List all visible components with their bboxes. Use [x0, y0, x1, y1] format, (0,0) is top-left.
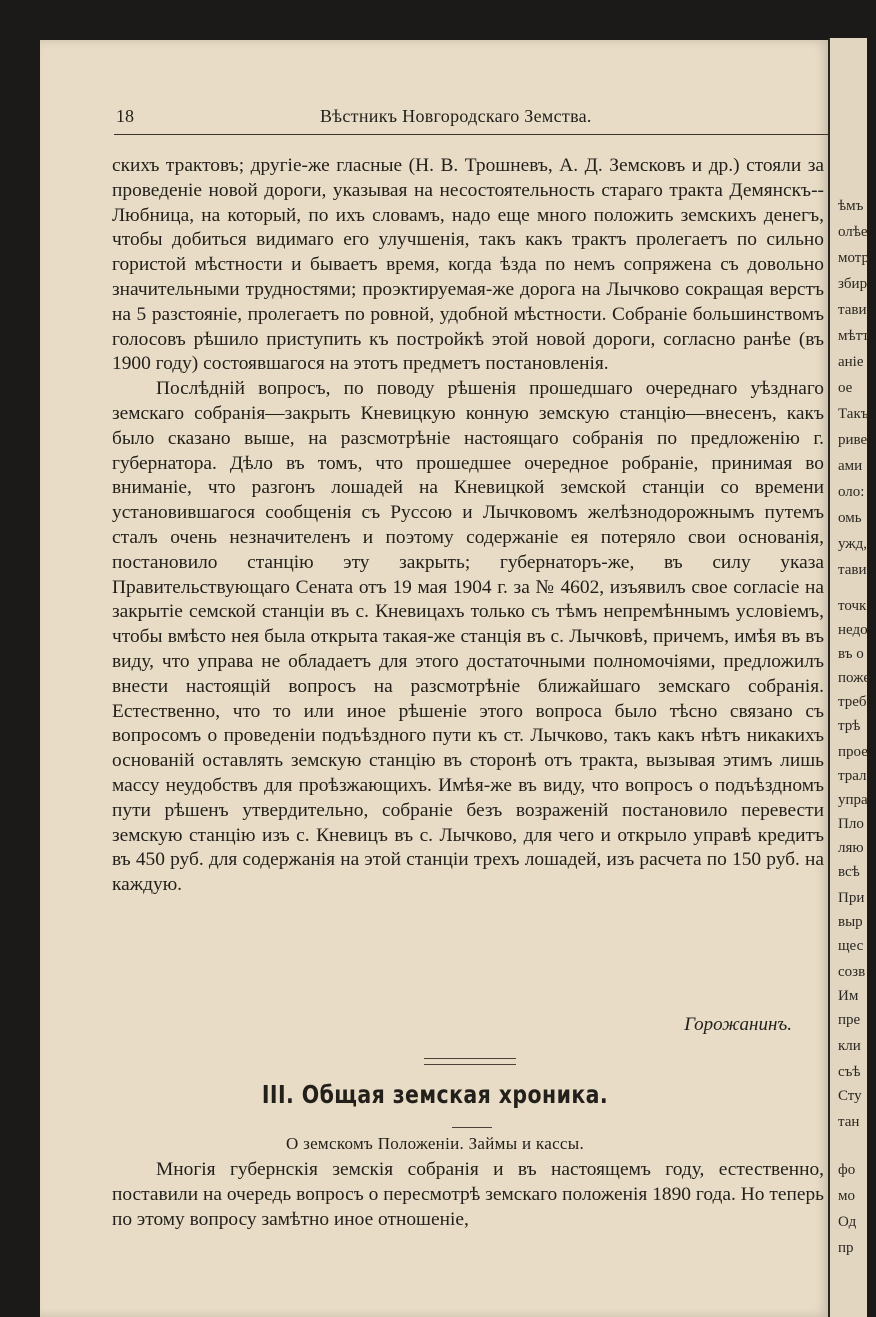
header-rule	[114, 134, 830, 135]
adjacent-page-fragment: тави	[838, 302, 867, 318]
author-signature: Горожанинъ.	[684, 1014, 792, 1035]
adjacent-page-edge	[828, 38, 870, 1317]
adjacent-page-fragment: Сту	[838, 1088, 862, 1104]
page-number: 18	[116, 106, 134, 126]
adjacent-page-fragment: Такъ	[838, 406, 869, 422]
adjacent-page-fragment: трѣ	[838, 718, 861, 734]
adjacent-page-fragment: въ о	[838, 646, 864, 662]
adjacent-page-fragment: пре	[838, 1012, 861, 1028]
adjacent-page-fragment: съѣ	[838, 1064, 861, 1080]
adjacent-page-fragment: всѣ	[838, 864, 860, 880]
adjacent-page-fragment: щес	[838, 938, 864, 954]
adjacent-page-fragment: выр	[838, 914, 863, 930]
adjacent-page-fragment: Им	[838, 988, 859, 1004]
adjacent-page-fragment: ужд,	[838, 536, 868, 552]
adjacent-page-fragment: ляю	[838, 840, 864, 856]
adjacent-page-fragment: Од	[838, 1214, 857, 1230]
adjacent-page-fragment: прое	[838, 744, 868, 760]
adjacent-page-fragment: ѣмъ	[838, 198, 864, 214]
adjacent-page-fragment: мѣтт	[838, 328, 869, 344]
adjacent-page-fragment: кли	[838, 1038, 861, 1054]
adjacent-page-fragment: мо	[838, 1188, 855, 1204]
adjacent-page-fragment: мотр	[838, 250, 870, 266]
adjacent-page-fragment: ами	[838, 458, 863, 474]
adjacent-page-fragment: точк	[838, 598, 867, 614]
paragraph: скихъ трактовъ; другіе-же гласные (Н. В. Трошневъ, А. Д. Земсковъ и др.) стояли за проведеніе новой дороги, указывая на несостоятельность стараго тракта Демянскъ--Любница, на который, по ихъ словамъ, надо еще много положить земскихъ денегъ, чтобы добиться видимаго его улучшенія, такъ какъ трактъ пролегаетъ по сильно гористой мѣстности и бываетъ время, когда ѣзда по немъ сопряжена съ довольно значительными трудностями; проэктируемая-же дорога на Лычково сокращая верстъ на 5 разстояніе, пролегаетъ по ровной, удобной мѣстности. Собраніе большинствомъ голосовъ рѣшило приступить къ постройкѣ этой новой дороги, согласно ранѣе (въ 1900 году) состоявшагося на этотъ предметъ постановленія.	[112, 155, 824, 375]
adjacent-page-fragment: поже	[838, 670, 870, 686]
section-body	[112, 1158, 824, 1232]
journal-title: Вѣстникъ Новгородскаго Земства.	[320, 106, 592, 126]
adjacent-page-fragment: трал	[838, 768, 867, 784]
adjacent-page-fragment: Пло	[838, 816, 864, 832]
adjacent-page-fragment: упра	[838, 792, 868, 808]
section-separator	[424, 1058, 516, 1065]
adjacent-page-fragment: риве	[838, 432, 868, 448]
adjacent-page-fragment: ое	[838, 380, 853, 396]
adjacent-page-fragment: фо	[838, 1162, 856, 1178]
paragraph: Послѣдній вопросъ, по поводу рѣшенія прошедшаго очереднаго уѣзднаго земскаго собранія—закрыть Кневицкую конную земскую станцію—внесенъ, какъ было сказано выше, на разсмотрѣніе настоящаго собранія по предложенію г. губернатора. Дѣло въ томъ, что прошедшее очередное робраніе, принимая во вниманіе, что разгонъ лошадей на Кневицкой земской станціи со времени установившагося сообщенія съ Руссою и Лычковомъ желѣзнодорожнымъ путемъ сталъ очень незначителенъ и поэтому содержаніе ея потеряло свои основанія, постановило станцію эту закрыть; губернаторъ-же, въ силу указа Правительствующаго Сената отъ 19 мая 1904 г. за № 4602, изъявилъ свое согласіе на закрытіе семской станціи въ с. Кневицахъ только съ тѣмъ непремѣннымъ условіемъ, чтобы вмѣсто нея была открыта такая-же станція въ с. Лычковѣ, причемъ, имѣя въ въ виду, что управа не обладаетъ для этого достаточными полномочіями, предложилъ внести настоящій вопросъ на разсмотрѣніе ближайшаго земскаго собранія. Естественно, что то или иное рѣшеніе этого вопроса было тѣсно связано съ вопросомъ о проведеніи подъѣздного пути къ ст. Лычково, такъ какъ нѣтъ никакихъ основаній оставлять земскую станцію въ сторонѣ отъ тракта, вызывая этимъ лишь массу неудобствъ для проѣзжающихъ. Имѣя-же въ виду, что вопросъ о подъѣздномъ пути рѣшенъ утвердительно, собраніе безъ возраженій постановило перевести земскую станцію изъ с. Кневицъ въ с. Лычково, для чего и открыло управѣ кредитъ въ 450 руб. для содержанія на этой станціи трехъ лошадей, изъ расчета по 150 руб. на каждую.	[112, 378, 824, 896]
adjacent-page-fragment: треб	[838, 694, 867, 710]
adjacent-page-fragment: тави	[838, 562, 867, 578]
adjacent-page-fragment: збир	[838, 276, 868, 292]
adjacent-page-fragment: пр	[838, 1240, 854, 1256]
paragraph: Многія губернскія земскія собранія и въ настоящемъ году, естественно, поставили на очередь вопросъ о пересмотрѣ земскаго положенія 1890 года. Но теперь по этому вопросу замѣтно иное отношеніе,	[112, 1159, 824, 1230]
adjacent-page-fragment: аніе	[838, 354, 864, 370]
adjacent-page-fragment: оло:	[838, 484, 865, 500]
page	[40, 40, 830, 1317]
adjacent-page-fragment: созв	[838, 964, 866, 980]
adjacent-page-fragment: омь	[838, 510, 862, 526]
section-title: III. Общая земская хроника.	[261, 1080, 609, 1109]
article-body	[112, 154, 824, 898]
adjacent-page-fragment: При	[838, 890, 865, 906]
section-subheading: О земскомъ Положеніи. Займы и кассы.	[285, 1134, 585, 1153]
subheading-rule	[452, 1127, 492, 1128]
running-header	[116, 106, 876, 132]
adjacent-page-fragment: недо	[838, 622, 868, 638]
adjacent-page-fragment: тан	[838, 1114, 860, 1130]
adjacent-page-fragment: олѣе	[838, 224, 868, 240]
